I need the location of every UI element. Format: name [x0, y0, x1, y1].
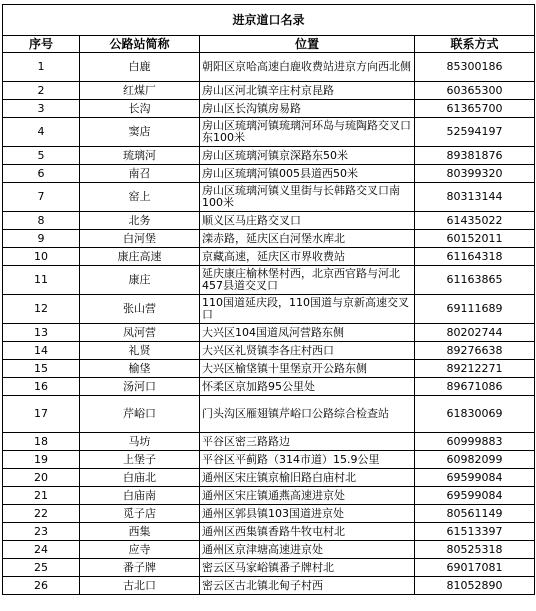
- cell-location: 房山区河北镇辛庄村京昆路: [200, 82, 415, 100]
- cell-phone: 80399320: [415, 165, 535, 183]
- table-row: [3, 523, 535, 541]
- cell-no: 15: [3, 360, 80, 378]
- cell-phone: 60982099: [415, 451, 535, 469]
- cell-location: 密云区古北镇北甸子村西: [200, 577, 415, 595]
- cell-no: 16: [3, 378, 80, 396]
- cell-location: 房山区长沟镇房易路: [200, 100, 415, 118]
- cell-location: 通州区郭县镇103国道进京处: [200, 505, 415, 523]
- cell-no: 10: [3, 248, 80, 266]
- table-row: [3, 378, 535, 396]
- cell-name: 白鹿: [80, 53, 200, 82]
- cell-no: 21: [3, 487, 80, 505]
- table-row: [3, 360, 535, 378]
- cell-phone: 69017081: [415, 559, 535, 577]
- cell-name: 芹峪口: [80, 396, 200, 433]
- cell-phone: 60152011: [415, 230, 535, 248]
- cell-no: 13: [3, 324, 80, 342]
- cell-phone: 52594197: [415, 118, 535, 147]
- cell-location: 滦赤路，延庆区白河堡水库北: [200, 230, 415, 248]
- cell-phone: 89671086: [415, 378, 535, 396]
- cell-name: 白庙南: [80, 487, 200, 505]
- cell-location: 平谷区密三路路边: [200, 433, 415, 451]
- table-row: [3, 82, 535, 100]
- cell-name: 康庄: [80, 266, 200, 295]
- header-location: 位置: [200, 36, 415, 53]
- cell-phone: 61164318: [415, 248, 535, 266]
- table-row: [3, 183, 535, 212]
- cell-location: 通州区宋庄镇通燕高速进京处: [200, 487, 415, 505]
- cell-phone: 85300186: [415, 53, 535, 82]
- table-row: [3, 324, 535, 342]
- table-row: [3, 147, 535, 165]
- table-row: [3, 559, 535, 577]
- cell-no: 7: [3, 183, 80, 212]
- cell-phone: 80525318: [415, 541, 535, 559]
- cell-phone: 61163865: [415, 266, 535, 295]
- table-row: [3, 541, 535, 559]
- cell-name: 礼贤: [80, 342, 200, 360]
- cell-location: 房山区琉璃河镇005县道西50米: [200, 165, 415, 183]
- cell-name: 马坊: [80, 433, 200, 451]
- cell-location: 通州区宋庄镇京榆旧路白庙村北: [200, 469, 415, 487]
- cell-name: 南召: [80, 165, 200, 183]
- table-title: 进京道口名录: [3, 5, 535, 36]
- cell-name: 张山营: [80, 295, 200, 324]
- cell-name: 榆垡: [80, 360, 200, 378]
- table-row: [3, 433, 535, 451]
- table-row: [3, 451, 535, 469]
- cell-name: 康庄高速: [80, 248, 200, 266]
- cell-phone: 81052890: [415, 577, 535, 595]
- table-row: [3, 295, 535, 324]
- cell-location: 房山区琉璃河镇义里街与长韩路交叉口南100米: [200, 183, 415, 212]
- cell-location: 房山区琉璃河镇琉璃河环岛与琉陶路交叉口东100米: [200, 118, 415, 147]
- cell-location: 大兴区礼贤镇李各庄村西口: [200, 342, 415, 360]
- cell-phone: 61513397: [415, 523, 535, 541]
- cell-location: 京藏高速，延庆区市界收费站: [200, 248, 415, 266]
- cell-location: 110国道延庆段，110国道与京新高速交叉口: [200, 295, 415, 324]
- cell-name: 西集: [80, 523, 200, 541]
- table-row: [3, 505, 535, 523]
- cell-no: 14: [3, 342, 80, 360]
- cell-no: 19: [3, 451, 80, 469]
- cell-phone: 89276638: [415, 342, 535, 360]
- cell-name: 凤河营: [80, 324, 200, 342]
- cell-phone: 69111689: [415, 295, 535, 324]
- cell-no: 1: [3, 53, 80, 82]
- table-row: [3, 53, 535, 82]
- cell-name: 上堡子: [80, 451, 200, 469]
- header-station-name: 公路站简称: [80, 36, 200, 53]
- cell-name: 古北口: [80, 577, 200, 595]
- cell-phone: 60999883: [415, 433, 535, 451]
- table-row: [3, 100, 535, 118]
- cell-name: 琉璃河: [80, 147, 200, 165]
- table-row: [3, 118, 535, 147]
- table-row: [3, 487, 535, 505]
- cell-location: 通州区京津塘高速进京处: [200, 541, 415, 559]
- cell-no: 18: [3, 433, 80, 451]
- cell-location: 通州区西集镇香路牛牧屯村北: [200, 523, 415, 541]
- cell-no: 22: [3, 505, 80, 523]
- cell-no: 25: [3, 559, 80, 577]
- table-row: [3, 248, 535, 266]
- cell-phone: 80313144: [415, 183, 535, 212]
- table-row: [3, 469, 535, 487]
- table-row: [3, 266, 535, 295]
- cell-no: 24: [3, 541, 80, 559]
- cell-no: 12: [3, 295, 80, 324]
- cell-location: 大兴区榆垡镇十里堡京开公路东侧: [200, 360, 415, 378]
- title-row: [3, 5, 535, 36]
- cell-no: 5: [3, 147, 80, 165]
- cell-location: 朝阳区京哈高速白鹿收费站进京方向西北侧: [200, 53, 415, 82]
- table-row: [3, 212, 535, 230]
- table-row: [3, 342, 535, 360]
- cell-phone: 61435022: [415, 212, 535, 230]
- header-no: 序号: [3, 36, 80, 53]
- cell-no: 2: [3, 82, 80, 100]
- cell-location: 延庆康庄榆林堡村西，北京西官路与河北457县道交叉口: [200, 266, 415, 295]
- cell-name: 北务: [80, 212, 200, 230]
- cell-location: 密云区马家峪镇番子牌村北: [200, 559, 415, 577]
- cell-no: 3: [3, 100, 80, 118]
- cell-name: 窦店: [80, 118, 200, 147]
- cell-phone: 69599084: [415, 469, 535, 487]
- cell-no: 23: [3, 523, 80, 541]
- header-row: [3, 36, 535, 53]
- cell-name: 觅子店: [80, 505, 200, 523]
- cell-location: 门头沟区雁翅镇芹峪口公路综合检查站: [200, 396, 415, 433]
- table-row: [3, 396, 535, 433]
- cell-phone: 61365700: [415, 100, 535, 118]
- cell-no: 11: [3, 266, 80, 295]
- cell-location: 房山区琉璃河镇京深路东50米: [200, 147, 415, 165]
- cell-name: 汤河口: [80, 378, 200, 396]
- cell-location: 怀柔区京加路95公里处: [200, 378, 415, 396]
- cell-phone: 69599084: [415, 487, 535, 505]
- cell-no: 20: [3, 469, 80, 487]
- cell-no: 8: [3, 212, 80, 230]
- cell-name: 应寺: [80, 541, 200, 559]
- table-row: [3, 230, 535, 248]
- cell-location: 顺义区马庄路交叉口: [200, 212, 415, 230]
- cell-no: 4: [3, 118, 80, 147]
- cell-location: 大兴区104国道凤河营路东侧: [200, 324, 415, 342]
- cell-name: 白庙北: [80, 469, 200, 487]
- cell-no: 9: [3, 230, 80, 248]
- entry-points-table: [2, 4, 535, 595]
- cell-no: 17: [3, 396, 80, 433]
- cell-name: 窑上: [80, 183, 200, 212]
- cell-no: 26: [3, 577, 80, 595]
- cell-phone: 89212271: [415, 360, 535, 378]
- cell-phone: 89381876: [415, 147, 535, 165]
- cell-name: 番子牌: [80, 559, 200, 577]
- table-row: [3, 165, 535, 183]
- table-row: [3, 577, 535, 595]
- cell-phone: 80561149: [415, 505, 535, 523]
- header-contact: 联系方式: [415, 36, 535, 53]
- cell-name: 白河堡: [80, 230, 200, 248]
- cell-no: 6: [3, 165, 80, 183]
- cell-phone: 60365300: [415, 82, 535, 100]
- cell-name: 红煤厂: [80, 82, 200, 100]
- cell-phone: 61830069: [415, 396, 535, 433]
- cell-location: 平谷区平蓟路（314市道）15.9公里: [200, 451, 415, 469]
- cell-name: 长沟: [80, 100, 200, 118]
- cell-phone: 80202744: [415, 324, 535, 342]
